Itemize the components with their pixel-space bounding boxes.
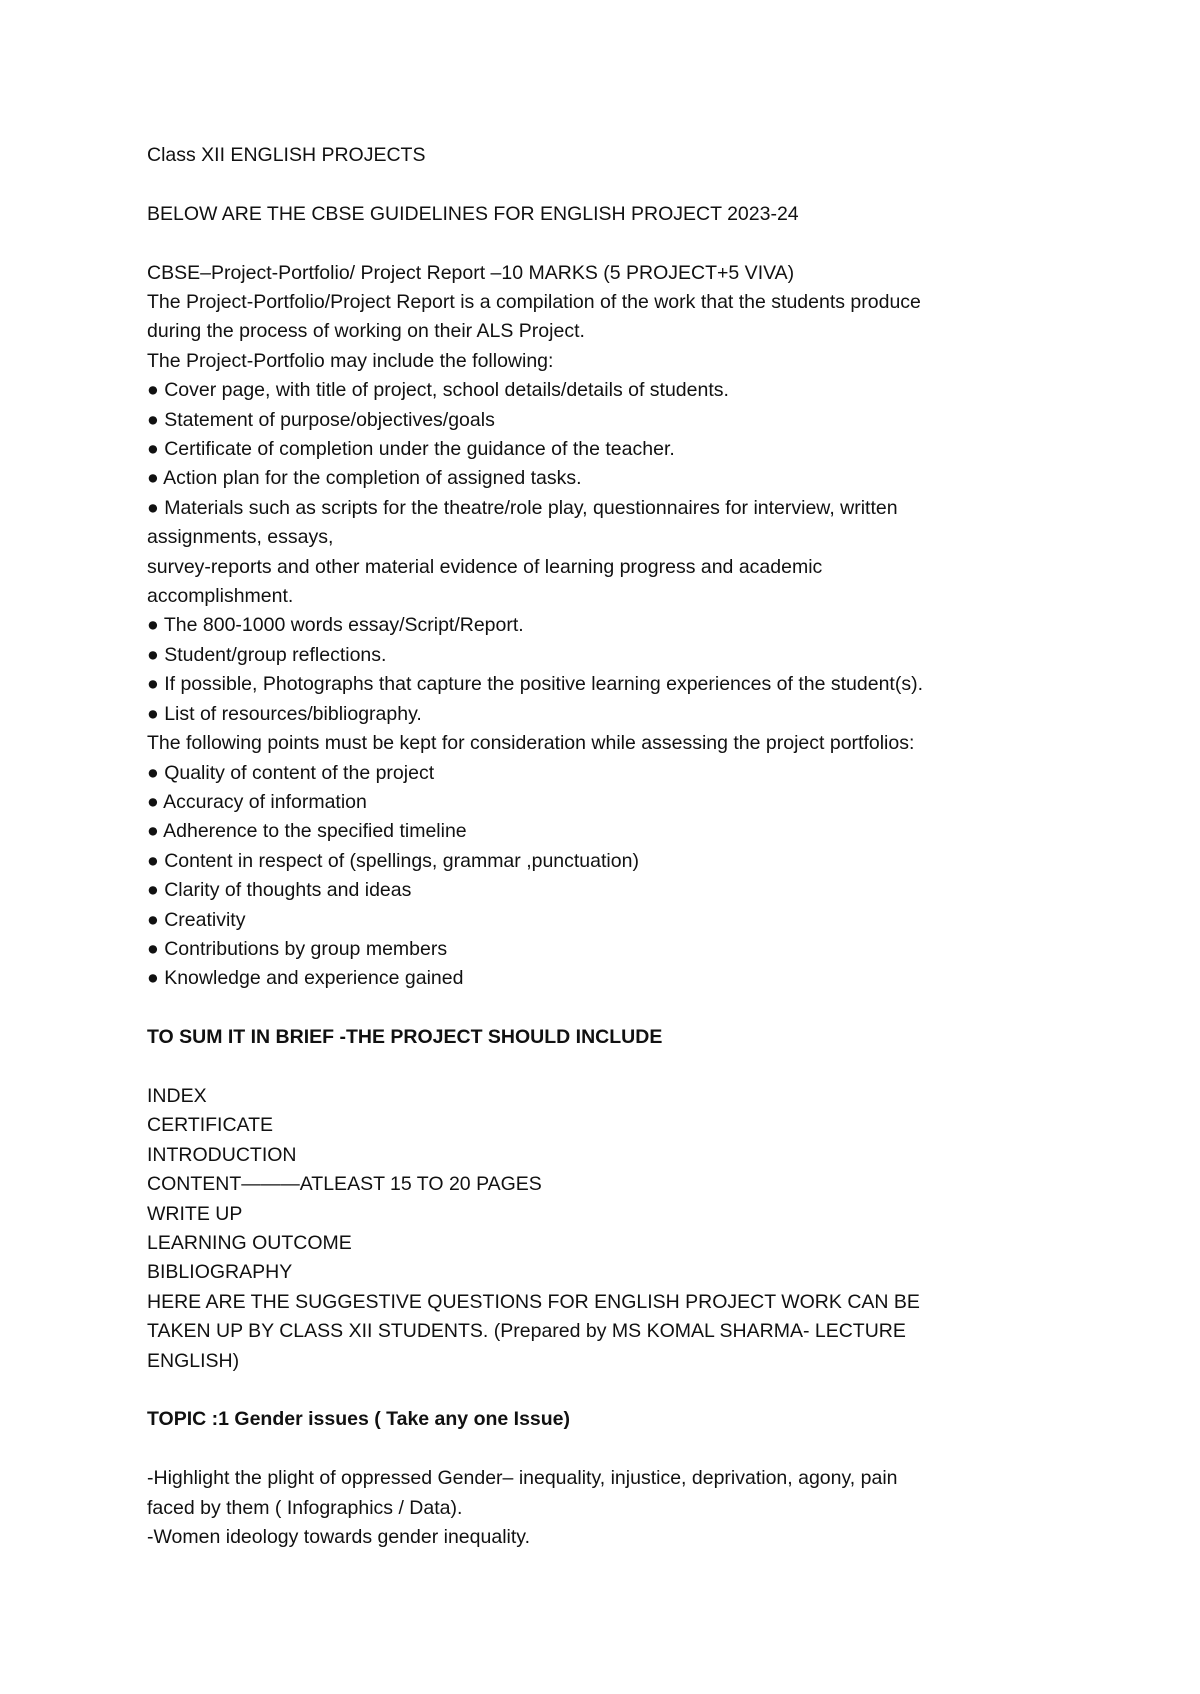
portfolio-intro-line: The Project-Portfolio/Project Report is a compilation of the work that the students produce xyxy=(147,291,921,313)
assessment-list-item xyxy=(147,847,1047,876)
portfolio-item-continuation: assignments, essays, xyxy=(147,526,334,549)
assessment-list-item-text: Creativity xyxy=(164,908,246,931)
bullet-icon: ● xyxy=(147,614,159,637)
summary-list-item: WRITE UP xyxy=(147,1202,243,1225)
portfolio-list-item xyxy=(147,700,1047,729)
spacer xyxy=(147,1053,1047,1082)
bullet-icon: ● xyxy=(147,496,159,519)
portfolio-list xyxy=(147,611,1047,729)
summary-list-item: CERTIFICATE xyxy=(147,1114,274,1137)
spacer xyxy=(147,994,1047,1023)
bullet-icon: ● xyxy=(147,673,159,696)
portfolio-list-item-text: Cover page, with title of project, school details/details of students. xyxy=(164,379,729,402)
portfolio-list-item-text: If possible, Photographs that capture the positive learning experiences of the student(s). xyxy=(164,673,923,696)
summary-heading: TO SUM IT IN BRIEF -THE PROJECT SHOULD INCLUDE xyxy=(147,1026,663,1049)
assessment-list-item xyxy=(147,876,1047,905)
bullet-icon: ● xyxy=(147,908,159,931)
summary-list-item: INTRODUCTION xyxy=(147,1143,297,1166)
bullet-icon: ● xyxy=(147,879,159,902)
suggestive-line: HERE ARE THE SUGGESTIVE QUESTIONS FOR ENGLISH PROJECT WORK CAN BE xyxy=(147,1290,920,1313)
portfolio-list-item xyxy=(147,611,1047,640)
bullet-icon: ● xyxy=(147,849,159,872)
bullet-icon: ● xyxy=(147,408,159,431)
assessment-list-item-text: Contributions by group members xyxy=(164,937,448,960)
summary-list xyxy=(147,1082,1047,1288)
assessment-list-item xyxy=(147,817,1047,846)
portfolio-list-item xyxy=(147,376,1047,405)
portfolio-item-continuation: survey-reports and other material evidence of learning progress and academic xyxy=(147,555,823,578)
bullet-icon: ● xyxy=(147,643,159,666)
portfolio-list-item xyxy=(147,406,1047,435)
portfolio-intro-line: during the process of working on their ALS Project. xyxy=(147,320,585,343)
bullet-icon: ● xyxy=(147,937,159,960)
portfolio-list-item xyxy=(147,641,1047,670)
bullet-icon: ● xyxy=(147,702,159,725)
spacer xyxy=(147,1435,1047,1464)
portfolio-item-continuation: accomplishment. xyxy=(147,585,294,608)
spacer xyxy=(147,1376,1047,1405)
assessment-list-item xyxy=(147,964,1047,993)
topic-line: -Highlight the plight of oppressed Gender– inequality, injustice, deprivation, agony, pain xyxy=(147,1467,898,1490)
assessment-list-item-text: Quality of content of the project xyxy=(164,761,435,784)
assessment-list-item xyxy=(147,788,1047,817)
assessment-list-item xyxy=(147,759,1047,788)
suggestive-line: TAKEN UP BY CLASS XII STUDENTS. (Prepared by MS KOMAL SHARMA- LECTURE xyxy=(147,1320,906,1343)
portfolio-list-item-text: The 800-1000 words essay/Script/Report. xyxy=(163,614,524,637)
bullet-icon: ● xyxy=(147,820,159,843)
assessment-list-item-text: Content in respect of (spellings, grammar ,punctuation) xyxy=(164,849,639,872)
portfolio-list-item-text: List of resources/bibliography. xyxy=(164,702,422,725)
spacer xyxy=(147,229,1047,258)
spacer xyxy=(147,170,1047,199)
bullet-icon: ● xyxy=(147,467,159,490)
assessment-list-item-text: Accuracy of information xyxy=(163,790,367,813)
portfolio-list-item-text: Student/group reflections. xyxy=(164,643,387,666)
bullet-icon: ● xyxy=(147,967,159,990)
portfolio-heading: CBSE–Project-Portfolio/ Project Report –10 MARKS (5 PROJECT+5 VIVA) xyxy=(147,261,795,284)
portfolio-list-item-text: Statement of purpose/objectives/goals xyxy=(164,408,495,431)
portfolio-list-item xyxy=(147,435,1047,464)
bullet-icon: ● xyxy=(147,379,159,402)
summary-list-item: INDEX xyxy=(147,1084,207,1107)
suggestive-line: ENGLISH) xyxy=(147,1349,240,1372)
assessment-list-item xyxy=(147,906,1047,935)
document-page xyxy=(147,141,1047,1552)
summary-list-item: BIBLIOGRAPHY xyxy=(147,1261,293,1284)
assessment-list-item-text: Knowledge and experience gained xyxy=(164,967,464,990)
portfolio-list-item-text: Certificate of completion under the guidance of the teacher. xyxy=(164,438,675,461)
topic-line: faced by them ( Infographics / Data). xyxy=(147,1496,463,1519)
portfolio-list-item xyxy=(147,494,1047,523)
assessment-list-item-text: Clarity of thoughts and ideas xyxy=(164,879,412,902)
bullet-icon: ● xyxy=(147,438,159,461)
document-title: Class XII ENGLISH PROJECTS xyxy=(147,144,426,166)
topic-heading: TOPIC :1 Gender issues ( Take any one Issue) xyxy=(147,1408,571,1431)
guidelines-heading: BELOW ARE THE CBSE GUIDELINES FOR ENGLISH PROJECT 2023-24 xyxy=(147,202,799,225)
portfolio-list-item xyxy=(147,670,1047,699)
summary-list-item: CONTENT———ATLEAST 15 TO 20 PAGES xyxy=(147,1173,542,1196)
summary-list-item: LEARNING OUTCOME xyxy=(147,1231,352,1254)
portfolio-list xyxy=(147,376,1047,523)
bullet-icon: ● xyxy=(147,761,159,784)
portfolio-list-item-text: Action plan for the completion of assigned tasks. xyxy=(163,467,582,490)
portfolio-include-line: The Project-Portfolio may include the following: xyxy=(147,349,554,372)
assessment-list-item-text: Adherence to the specified timeline xyxy=(163,820,467,843)
assessment-list xyxy=(147,759,1047,994)
assessment-line: The following points must be kept for consideration while assessing the project portfolios: xyxy=(147,732,915,755)
portfolio-list-item xyxy=(147,464,1047,493)
portfolio-list-item-text: Materials such as scripts for the theatre/role play, questionnaires for interview, written xyxy=(164,496,898,519)
bullet-icon: ● xyxy=(147,790,159,813)
topic-line: -Women ideology towards gender inequality. xyxy=(147,1526,530,1548)
assessment-list-item xyxy=(147,935,1047,964)
